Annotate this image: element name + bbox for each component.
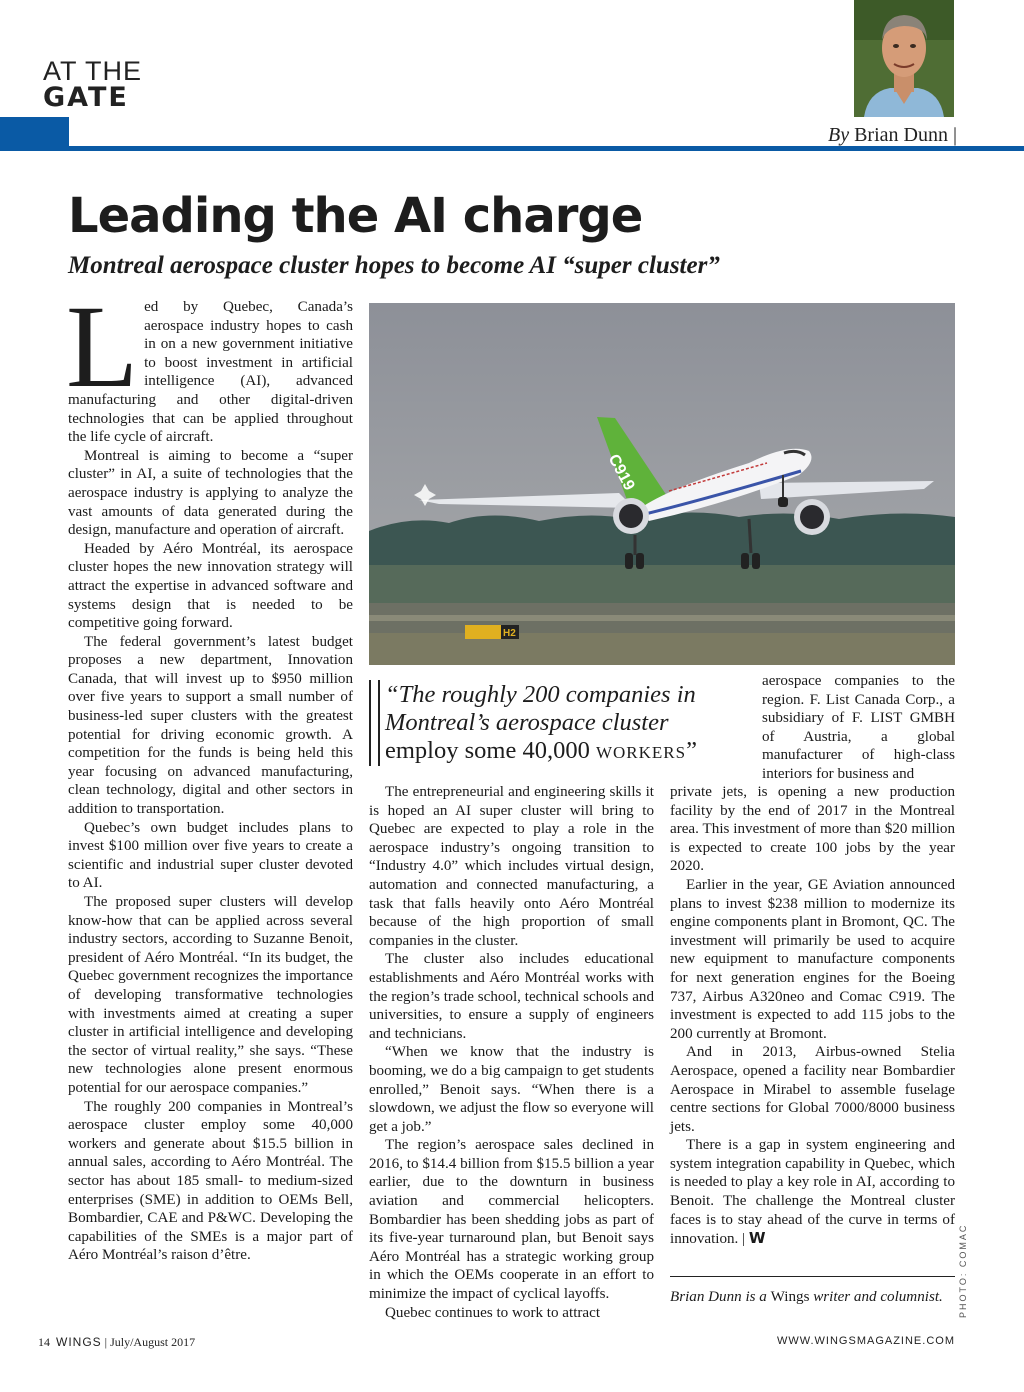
page-number: 14 xyxy=(38,1335,50,1349)
paragraph: Montreal is aiming to become a “super cluster” in AI, a suite of technologies that the aerospace industry is applying to analyze the vast amounts of data generated during the design, manufacture and operation of aircraft. xyxy=(68,447,353,539)
drop-cap: L xyxy=(66,281,139,412)
photo-credit: PHOTO: COMAC xyxy=(958,1223,968,1318)
paragraph: aerospace companies to the region. F. List Canada Corp., a subsidiary of F. LIST GMBH of Austria, a global manufacturer of high-class interiors for business and xyxy=(762,673,955,782)
magazine-url: WWW.WINGSMAGAZINE.COM xyxy=(776,1335,955,1347)
section-label-top: AT THE xyxy=(43,56,143,86)
paragraph: And in 2013, Airbus-owned Stelia Aerospace, opened a facility near Bombardier Aerospace in Mirabel to assemble fuselage centre sections for Global 7000/8000 business jets. xyxy=(670,1044,955,1135)
paragraph: The roughly 200 companies in Montreal’s aerospace cluster employ some 40,000 workers and generate about $15.5 billion in annual sales, according to Aéro Montréal. The sector has about 185 small- to medium-sized enterprises (SME) in addition to OEMs Bell, Bombardier, CAE and P&WC. Developing the capabilities of the SMEs is a major part of Aéro Montréal’s raison d’être. xyxy=(68,1098,353,1264)
pull-quote-line: “The roughly 200 companies in xyxy=(385,681,696,708)
byline xyxy=(828,124,957,147)
paragraph: Quebec’s own budget includes plans to invest $100 million over five years to create a scientific and industrial super cluster devoted to AI. xyxy=(68,819,353,892)
paragraph: The entrepreneurial and engineering skills it is hoped an AI super cluster will bring to Quebec are expected to play a role in the aerospace industry’s ongoing transition to “Industry 4.0” which includes virtual design, automation and connected manufacturing, a task that falls heavily onto Aéro Montréal because of the high proportion of small companies in the cluster. xyxy=(369,784,654,949)
article-column-1 xyxy=(66,281,353,1265)
paragraph: private jets, is opening a new production facility by the end of 2017 in the Montreal area. This investment of more than $20 million is expected to create 100 jobs by the year 2020. xyxy=(670,784,955,875)
article-photo-aircraft xyxy=(369,303,955,665)
pull-quote-line: employ some 40,000 workers” xyxy=(385,737,697,764)
bio-rule xyxy=(670,1276,955,1277)
paragraph: The federal government’s latest budget proposes a new department, Innovation Canada, that will invest up to $950 million over five years to support a small number of business-led super clusters with the greatest potential for driving economic growth. A competition for the funds is being held this year focusing on advanced manufacturing, clean technology, digital and other sectors in addition to transportation. xyxy=(68,633,353,818)
page-footer-left xyxy=(38,1335,195,1350)
pull-quote-line: Montreal’s aerospace cluster xyxy=(385,709,669,736)
footer-separator: | xyxy=(104,1335,108,1349)
byline-prefix: By xyxy=(828,124,850,146)
paragraph: Led by Quebec, Canada’s aerospace industry hopes to cash in on a new government initiative to boost investment in artificial intelligence (AI), advanced manufacturing and other digital-driven technologies that can be applied throughout the life cycle of aircraft. xyxy=(66,281,353,446)
article-deck: Montreal aerospace cluster hopes to become AI “super cluster” xyxy=(68,252,720,279)
aircraft-illustration xyxy=(369,303,955,665)
article-column-2 xyxy=(369,783,654,1322)
article-column-3-top xyxy=(762,672,955,784)
paragraph: The cluster also includes educational establishments and Aéro Montréal works with the region’s trade school, technical schools and universities, to ensure a supply of engineers and technicians. xyxy=(369,951,654,1042)
author-photo xyxy=(854,0,954,117)
section-label-bottom: GATE xyxy=(43,82,129,113)
pull-quote-rule xyxy=(369,680,380,766)
paragraph: Earlier in the year, GE Aviation announced plans to invest $238 million to modernize its engine components plant in Bromont, QC. The investment will primarily be used to acquire new equipment to manufacture components for next generation engines for the Boeing 737, Airbus A320neo and Comac C919. The investment is expected to add 115 jobs to the 200 currently at Bromont. xyxy=(670,876,955,1042)
article-column-3 xyxy=(670,783,955,1249)
author-portrait-illustration xyxy=(854,0,954,117)
end-mark: W xyxy=(748,1229,766,1248)
paragraph: The proposed super clusters will develop know-how that can be applied across several industry sectors, according to Suzanne Benoit, president of Aéro Montréal. “In its budget, the Quebec government recognizes the importance of developing transformative technologies with investments aimed at creating a super cluster in artificial intelligence and developing the sector of virtual reality,” she says. “These new technologies alone present enormous potential for our aerospace companies.” xyxy=(68,894,353,1096)
magazine-name: WINGS xyxy=(56,1335,102,1349)
paragraph: There is a gap in system engineering and system integration capability in Quebec, which is needed to play a key role in AI, according to Benoit. The challenge the Montreal cluster faces is to stay ahead of the curve in terms of innovation. | W xyxy=(670,1137,955,1248)
paragraph: Headed by Aéro Montréal, its aerospace cluster hopes the new innovation strategy will attract the expertise in advanced software and systems design that is needed to be competitive going forward. xyxy=(68,540,353,632)
author-bio: Brian Dunn is a Wings writer and columnist. xyxy=(670,1289,943,1305)
issue-date: July/August 2017 xyxy=(110,1335,196,1349)
section-accent-block xyxy=(0,117,69,146)
paragraph: The region’s aerospace sales declined in 2016, to $14.4 billion from $15.5 billion a year earlier, due to the downturn in business aviation and commercial helicopters. Bombardier has been shedding jobs as part of its five-year turnaround plan, but Benoit says Aéro Montréal has a strategic working group in which the OEMs cooperate in an effort to minimize the impact of cyclical layoffs. xyxy=(369,1137,654,1303)
article-headline: Leading the AI charge xyxy=(68,188,643,244)
byline-separator: | xyxy=(952,124,957,146)
author-name: Brian Dunn xyxy=(854,124,948,146)
runway-sign-label: H2 xyxy=(503,628,516,639)
paragraph: Quebec continues to work to attract xyxy=(385,1304,601,1321)
pull-quote xyxy=(385,681,757,765)
paragraph: “When we know that the industry is booming, we do a big campaign to get students enrolled,” Benoit says. “When there is a slowdown, we adjust the flow so everyone will get a job.” xyxy=(369,1044,654,1135)
tail-livery-text: C919 xyxy=(604,451,638,494)
